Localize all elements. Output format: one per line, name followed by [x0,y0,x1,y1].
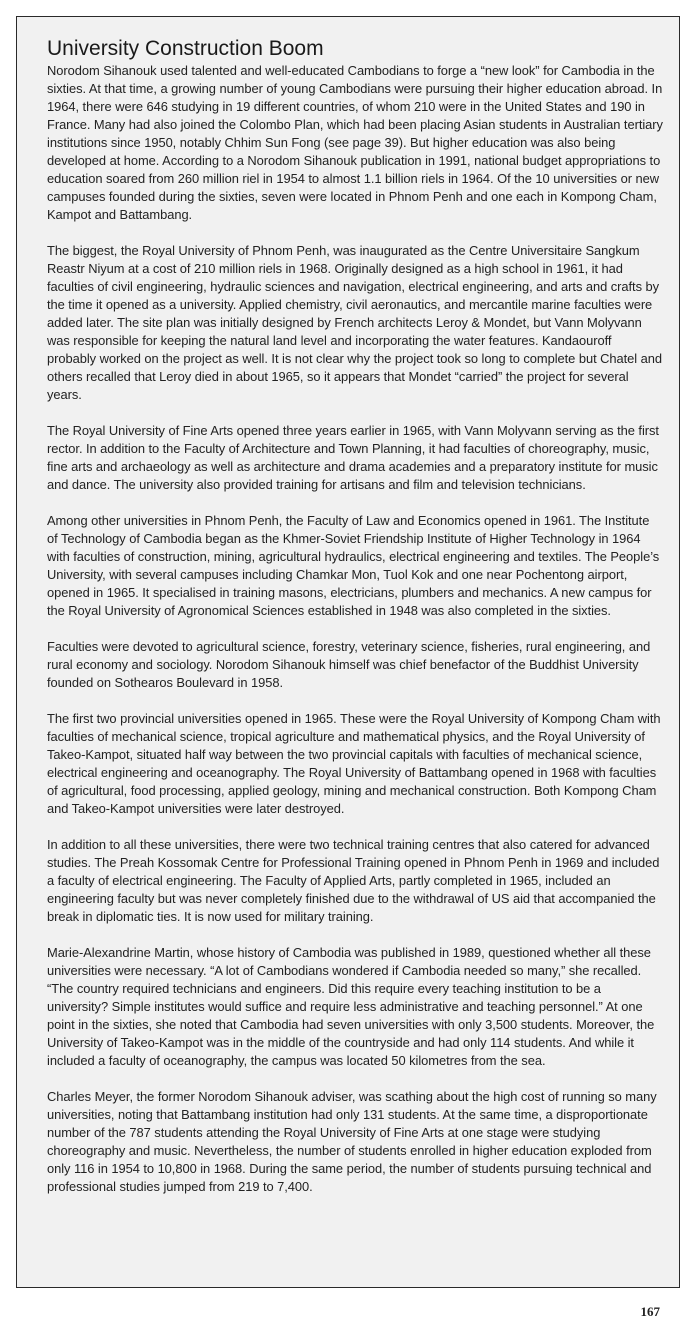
sidebar-box [16,16,680,1288]
paragraph: Among other universities in Phnom Penh, the Faculty of Law and Economics opened in 1961. The Institute of Technology of Cambodia began as the Khmer-Soviet Friendship Institute of Higher Technology in 1964 with faculties of construction, mining, agricultural hydraulics, electrical engineering and textiles. The People’s University, with several campuses including Chamkar Mon, Tuol Kok and one near Pochentong airport, opened in 1965. It specialised in training masons, electricians, plumbers and mechanics. A new campus for the Royal University of Agronomical Sciences established in 1948 was also completed in the sixties. [47,513,660,618]
paragraph: Faculties were devoted to agricultural science, forestry, veterinary science, fisheries, rural engineering, and rural economy and sociology. Norodom Sihanouk himself was chief benefactor of the Buddhist University founded on Sothearos Boulevard in 1958. [47,639,651,690]
paragraph: Marie-Alexandrine Martin, whose history of Cambodia was published in 1989, questioned whether all these universities were necessary. “A lot of Cambodians wondered if Cambodia needed so many,” she recalled. “The country required technicians and engineers. Did this require every teaching institution to be a university? Simple institutes would suffice and require less administrative and teaching personnel.” At one point in the sixties, she noted that Cambodia had seven universities with only 3,500 students. Moreover, the University of Takeo-Kampot was in the middle of the countryside and had only 114 students. And while it included a faculty of oceanography, the campus was located 50 kilometres from the sea. [47,945,655,1068]
paragraph: The first two provincial universities opened in 1965. These were the Royal University of Kompong Cham with faculties of mechanical science, tropical agriculture and mathematical physics, and the Royal University of Takeo-Kampot, situated half way between the two provincial capitals with faculties of mechanical science, electrical engineering and oceanography. The Royal University of Battambang opened in 1968 with faculties of agricultural, food processing, applied geology, mining and mechanical construction. Both Kompong Cham and Takeo-Kampot universities were later destroyed. [47,711,661,816]
paragraph: The Royal University of Fine Arts opened three years earlier in 1965, with Vann Molyvann serving as the first rector. In addition to the Faculty of Architecture and Town Planning, it had faculties of choreography, music, fine arts and archaeology as well as architecture and drama academies and a preparatory institute for music and dance. The university also provided training for artisans and film and television technicians. [47,423,659,492]
paragraph: Charles Meyer, the former Norodom Sihanouk adviser, was scathing about the high cost of running so many universities, noting that Battambang institution had only 131 students. At the same time, a disproportionate number of the 787 students attending the Royal University of Fine Arts at one stage were studying choreography and music. Nevertheless, the number of students enrolled in higher education exploded from only 116 in 1954 to 10,800 in 1968. During the same period, the number of students pursuing technical and professional studies jumped from 219 to 7,400. [47,1089,657,1194]
paragraph: In addition to all these universities, there were two technical training centres that also catered for advanced studies. The Preah Kossomak Centre for Professional Training opened in Phnom Penh in 1969 and included a faculty of electrical engineering. The Faculty of Applied Arts, partly completed in 1965, included an engineering faculty but was never completely finished due to the withdrawal of US aid that accompanied the break in diplomatic ties. It is now used for military training. [47,837,660,924]
paragraph: The biggest, the Royal University of Phnom Penh, was inaugurated as the Centre Universitaire Sangkum Reastr Niyum at a cost of 210 million riels in 1968. Originally designed as a high school in 1961, it had faculties of civil engineering, hydraulic sciences and navigation, electrical engineering, and arts and crafts by the time it opened as a university. Applied chemistry, civil aeronautics, and mercantile marine faculties were added later. The site plan was initially designed by French architects Leroy & Mondet, but Vann Molyvann was responsible for keeping the natural land level and incorporating the water features. Kandaouroff probably worked on the project as well. It is not clear why the project took so long to complete but Chatel and others recalled that Leroy died in about 1965, so it appears that Mondet “carried” the project for several years. [47,243,662,402]
page-number: 167 [640,1304,660,1319]
paragraph: Norodom Sihanouk used talented and well-educated Cambodians to forge a “new look” for Cambodia in the sixties. At that time, a growing number of young Cambodians were pursuing their higher education abroad. In 1964, there were 646 studying in 19 different countries, of whom 210 were in the United States and 190 in France. Many had also joined the Colombo Plan, which had been placing Asian students in Australian tertiary institutions since 1950, notably Chhim Sun Fong (see page 39). But higher education was also being developed at home. According to a Norodom Sihanouk publication in 1991, national budget appropriations to education soared from 260 million riel in 1954 to almost 1.1 billion riels in 1964. Of the 10 universities or new campuses founded during the sixties, seven were located in Phnom Penh and one each in Kompong Cham, Kampot and Battambang. [47,63,663,222]
sidebar-title: University Construction Boom [47,37,324,60]
